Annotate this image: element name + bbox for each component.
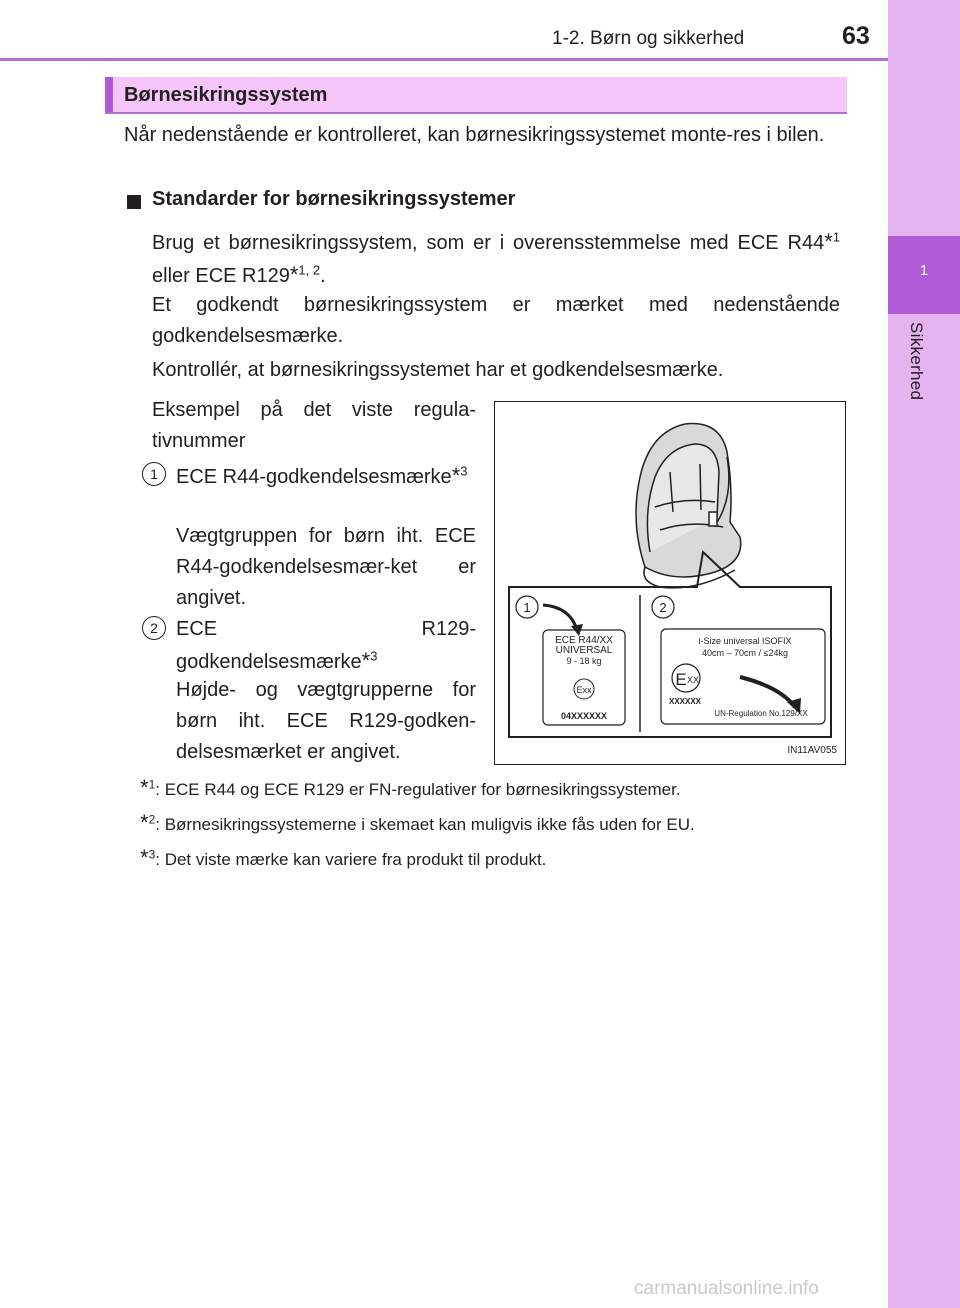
check-paragraph: Kontrollér, at børnesikringssystemet har et godkendelsesmærke. [152,359,724,381]
item-1-title: ECE R44-godkendelsesmærke*$^3$ [176,463,468,488]
footnote-2: *$^2$: Børnesikringssystemerne i skemaet kan muligvis ikke fås uden for EU. [140,810,695,835]
r44-weight: 9 - 18 kg [566,656,602,666]
item-number-1: 1 [142,462,166,486]
watermark: carmanualsonline.info [634,1278,819,1299]
item-number-2: 2 [142,616,166,640]
approval-paragraph: Et godkendt børnesikringssystem er mærket med nedenstående godkendelsesmærke. [152,294,840,347]
item-1-description: Vægtgruppen for børn iht. ECE R44-godkendelsesmær-ket er angivet. [176,525,476,609]
standards-paragraph: Brug et børnesikringssystem, som er i overensstemmelse med ECE R44*$^1$ eller ECE R129*$^{1, 2}$. [152,229,840,287]
figure-code: IN11AV055 [787,745,837,756]
r129-approval-number: XXXXXX [668,697,702,706]
r129-country: XX [686,675,700,685]
r44-universal: UNIVERSAL [555,645,613,656]
child-seat-icon [636,424,741,588]
subsection-title: Standarder for børnesikringssystemer [152,188,516,210]
footnote-3: *$^3$: Det viste mærke kan variere fra produkt til produkt. [140,845,547,870]
r129-isize: i-Size universal ISOFIX [698,636,792,646]
r129-height-weight: 40cm – 70cm / ≤24kg [702,648,788,658]
section-title: Børnesikringssystem [124,84,328,106]
page-number: 63 [842,22,870,50]
intro-paragraph: Når nedenstående er kontrolleret, kan børnesikringssystemet monte-res i bilen. [124,124,825,146]
r129-e-mark: E [675,670,687,689]
r44-regulation: ECE R44/XX [555,635,613,646]
footnote-1: *$^1$: ECE R44 og ECE R129 er FN-regulativer for børnesikringssystemer. [140,775,681,800]
section-bar-rule [105,112,847,114]
r44-approval-number: 04XXXXXX [560,711,608,721]
square-bullet-icon [127,195,141,209]
side-tab-label: Sikkerhed [907,322,926,401]
arrow-icon [740,677,795,707]
figure-label-1: 1 [523,600,531,615]
r129-regulation: UN-Regulation No.129/XX [714,709,808,718]
item-2-title: ECE R129-godkendelsesmærke*$^3$ [176,618,476,673]
side-tab [888,0,960,1308]
ece-r44-label [543,630,625,725]
side-tab-number: 1 [919,262,929,279]
header-rule [0,58,888,61]
figure-label-2: 2 [659,600,667,615]
example-caption: Eksempel på det viste regula-tivnummer [152,399,476,452]
figure-illustration [495,402,845,764]
figure-approval-labels [494,401,846,765]
item-2-description: Højde- og vægtgrupperne for børn iht. ECE R129-godken-delsesmærket er angivet. [176,679,476,763]
r44-e-mark: Exx [576,685,592,695]
chapter-title: 1-2. Børn og sikkerhed [552,28,745,49]
